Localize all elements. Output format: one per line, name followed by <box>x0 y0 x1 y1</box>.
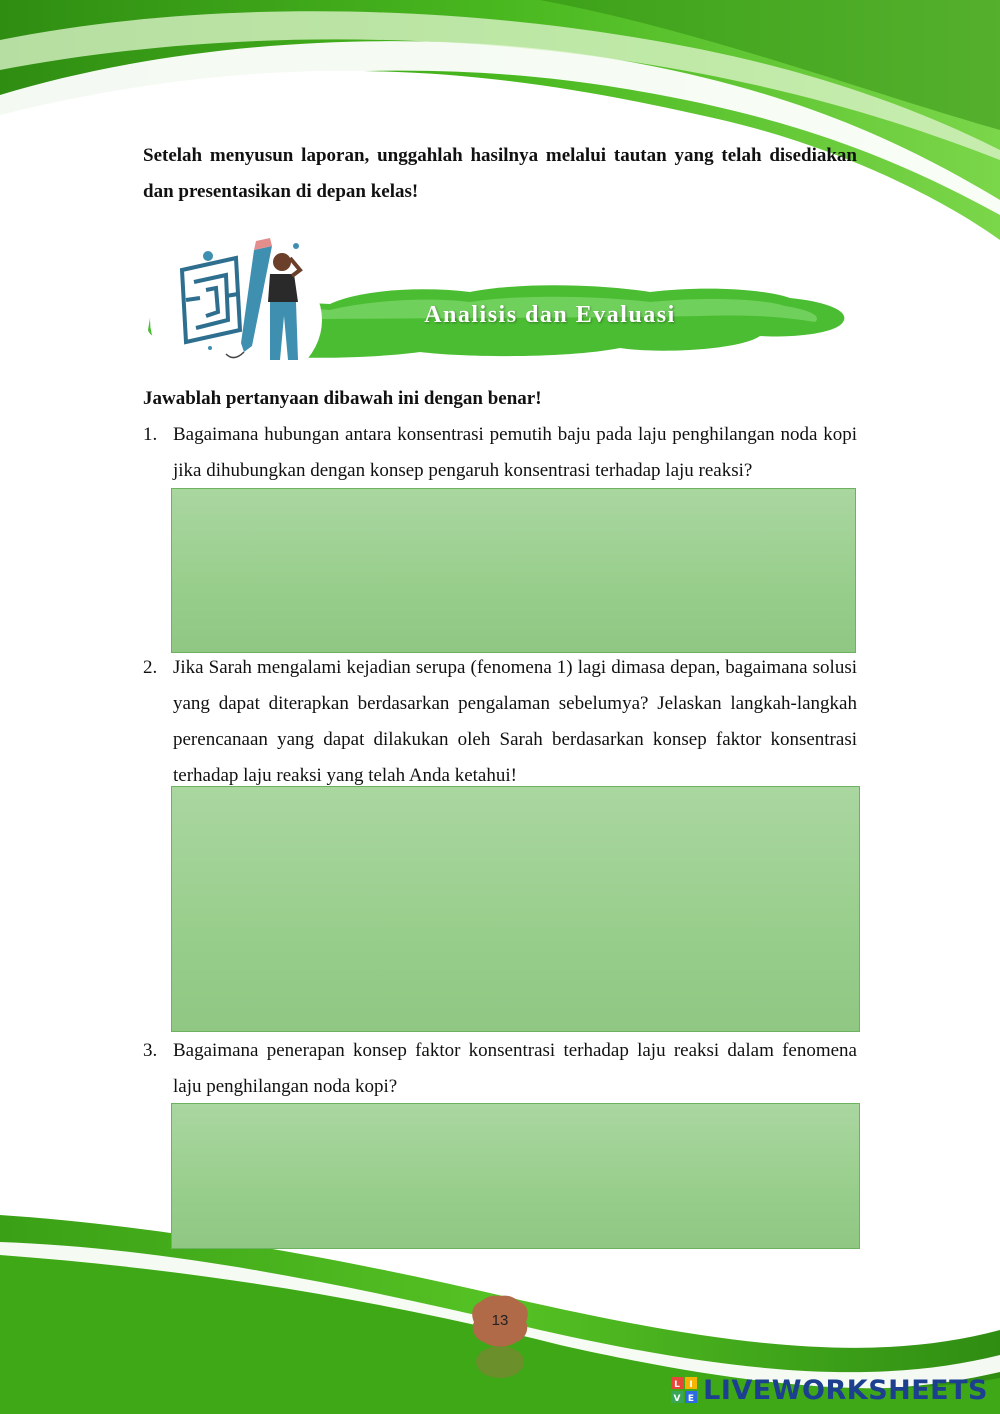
answer-box-3[interactable] <box>171 1103 860 1249</box>
question-2 <box>143 650 857 794</box>
logo-letter: I <box>689 1380 693 1390</box>
question-number: 3. <box>143 1040 158 1061</box>
logo-letter: E <box>688 1394 695 1403</box>
section-title: Analisis dan Evaluasi <box>424 302 676 328</box>
question-text: Bagaimana penerapan konsep faktor konsentrasi terhadap laju reaksi dalam fenomena laju penghilangan noda kopi? <box>173 1040 857 1097</box>
question-1 <box>143 417 857 489</box>
answer-box-2[interactable] <box>171 786 860 1032</box>
question-number: 1. <box>143 424 158 445</box>
liveworksheets-logo[interactable] <box>671 1370 988 1410</box>
question-text: Jika Sarah mengalami kejadian serupa (fenomena 1) lagi dimasa depan, bagaimana solusi yang dapat diterapkan berdasarkan pengalaman sebelumya? Jelaskan langkah-langkah perencanaan yang dapat dilakukan oleh Sarah berdasarkan konsep faktor konsentrasi terhadap laju reaksi yang telah Anda ketahui! <box>173 657 857 786</box>
question-number: 2. <box>143 657 158 678</box>
liveworksheets-logo-icon <box>671 1377 697 1403</box>
question-3 <box>143 1033 857 1105</box>
page-number: 13 <box>491 1311 509 1329</box>
logo-letter: V <box>673 1394 681 1403</box>
logo-letter: L <box>674 1380 681 1390</box>
question-text: Bagaimana hubungan antara konsentrasi pemutih baju pada laju penghilangan noda kopi jika dihubungkan dengan konsep pengaruh konsentrasi terhadap laju reaksi? <box>173 424 857 481</box>
brand-name: LIVEWORKSHEETS <box>703 1374 988 1406</box>
instruction-text: Jawablah pertanyaan dibawah ini dengan benar! <box>143 388 542 409</box>
intro-paragraph: Setelah menyusun laporan, unggahlah hasilnya melalui tautan yang telah disediakan dan presentasikan di depan kelas! <box>143 145 857 202</box>
answer-box-1[interactable] <box>171 488 856 653</box>
